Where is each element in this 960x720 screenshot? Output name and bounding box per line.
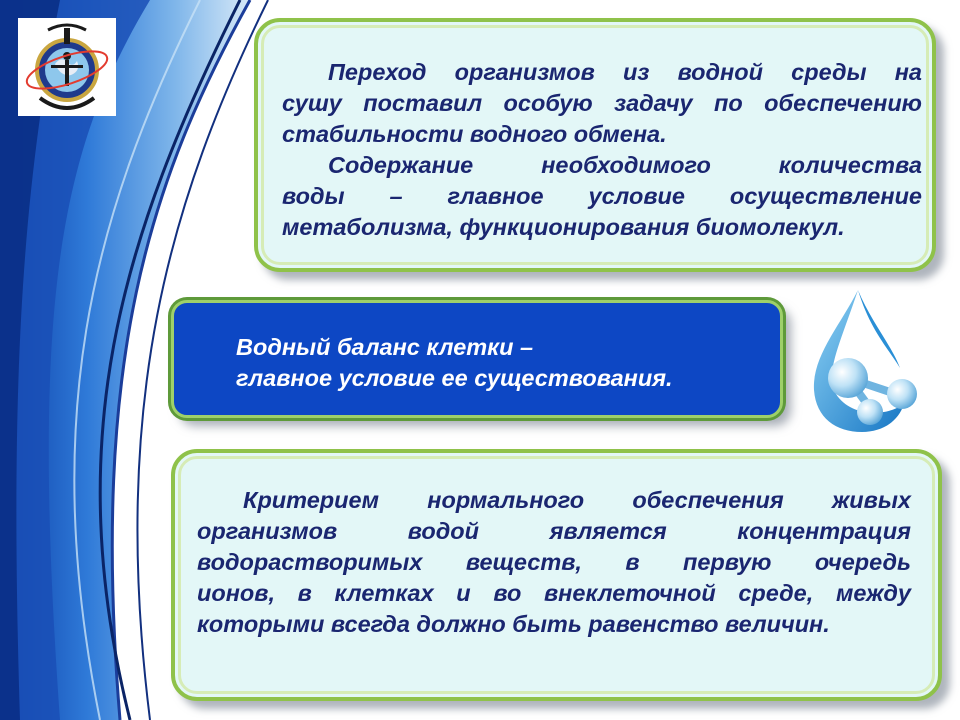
text-line: которыми всегда должно быть равенство величин.: [197, 611, 830, 637]
text-line: Переход организмов из водной среды на: [328, 59, 922, 85]
paragraph-water-content: [282, 150, 922, 243]
top-info-box: [254, 18, 936, 272]
bottom-info-box: [171, 449, 942, 701]
text-line: Водный баланс клетки –: [236, 334, 534, 360]
text-line: стабильности водного обмена.: [282, 121, 667, 147]
water-drop-molecule-icon: [800, 286, 940, 436]
emblem-logo: [18, 18, 116, 116]
text-line: организмов водой является концентрация: [197, 518, 911, 544]
text-line: ионов, в клетках и во внеклеточной среде, между: [197, 580, 911, 606]
paragraph-criterion: [197, 485, 911, 640]
text-line: метаболизма, функционирования биомолекул.: [282, 214, 845, 240]
text-line: Содержание необходимого количества: [328, 152, 922, 178]
paragraph-water-exchange: [282, 57, 922, 150]
text-line: водорастворимых веществ, в первую очередь: [197, 549, 911, 575]
text-line: сушу поставил особую задачу по обеспечению: [282, 90, 922, 116]
text-line: Критерием нормального обеспечения живых: [243, 487, 911, 513]
text-line: воды – главное условие осуществление: [282, 183, 922, 209]
water-balance-statement: [236, 332, 673, 394]
middle-highlight-box: [171, 300, 783, 418]
text-line: главное условие ее существования.: [236, 365, 673, 391]
